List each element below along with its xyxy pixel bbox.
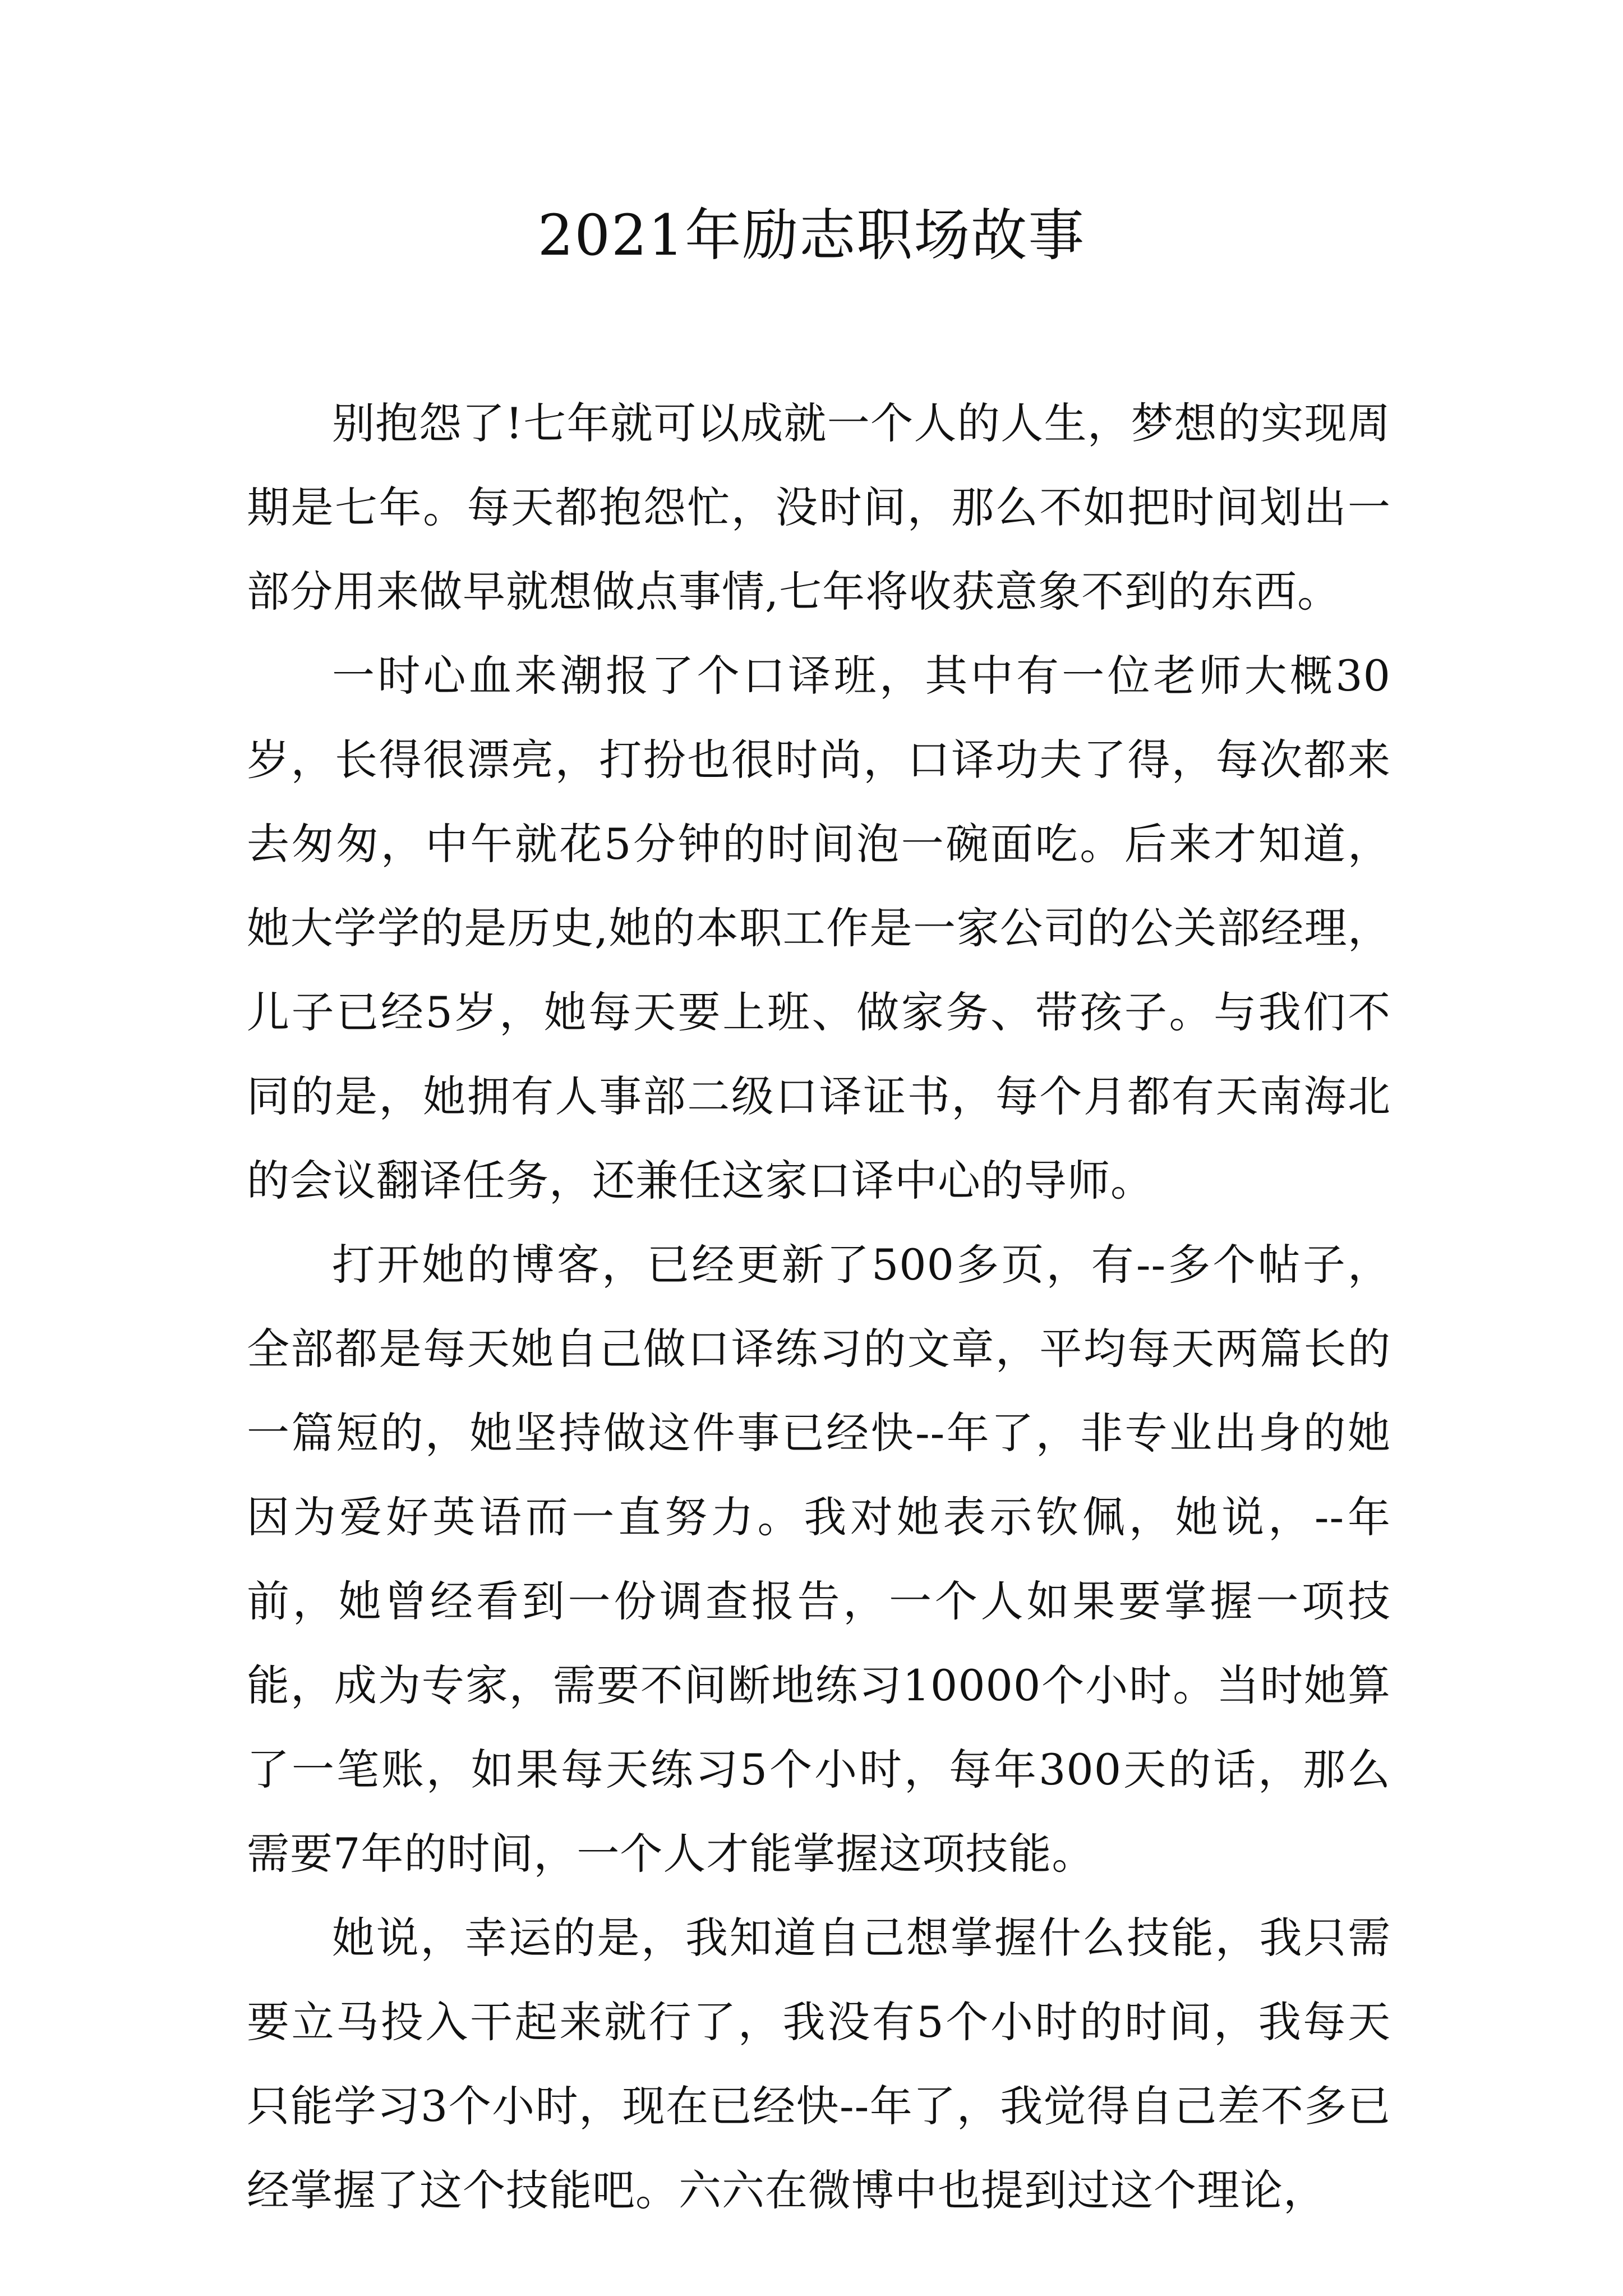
- document-title: 2021年励志职场故事: [537, 203, 1086, 268]
- paragraph-3: 打开她的博客，已经更新了500多页，有--多个帖子，全部都是每天她自己做口译练习的文章，平均每天两篇长的一篇短的，她坚持做这件事已经快--年了，非专业出身的她因为爱好英语而一直努力。我对她表示钦佩，她说，--年前，她曾经看到一份调查报告，一个人如果要掌握一项技能，成为专家，需要不间断地练习10000个小时。当时她算了一笔账，如果每天练习5个小时，每年300天的话，那么需要7年的时间，一个人才能掌握这项技能。: [247, 1240, 1391, 1879]
- document-body: [247, 381, 1391, 2233]
- paragraph-4: 她说，幸运的是，我知道自己想掌握什么技能，我只需要立马投入干起来就行了，我没有5个小时的时间，我每天只能学习3个小时，现在已经快--年了，我觉得自己差不多已经掌握了这个技能吧。六六在微博中也提到过这个理论，: [247, 1913, 1391, 2215]
- paragraph-1: 别抱怨了!七年就可以成就一个人的人生，梦想的实现周期是七年。每天都抱怨忙，没时间，那么不如把时间划出一部分用来做早就想做点事情,七年将收获意象不到的东西。: [247, 398, 1391, 616]
- paragraph-2: 一时心血来潮报了个口译班，其中有一位老师大概30岁，长得很漂亮，打扮也很时尚，口译功夫了得，每次都来去匆匆，中午就花5分钟的时间泡一碗面吃。后来才知道，她大学学的是历史,她的本职工作是一家公司的公关部经理，儿子已经5岁，她每天要上班、做家务、带孩子。与我们不同的是，她拥有人事部二级口译证书，每个月都有天南海北的会议翻译任务，还兼任这家口译中心的导师。: [247, 651, 1391, 1205]
